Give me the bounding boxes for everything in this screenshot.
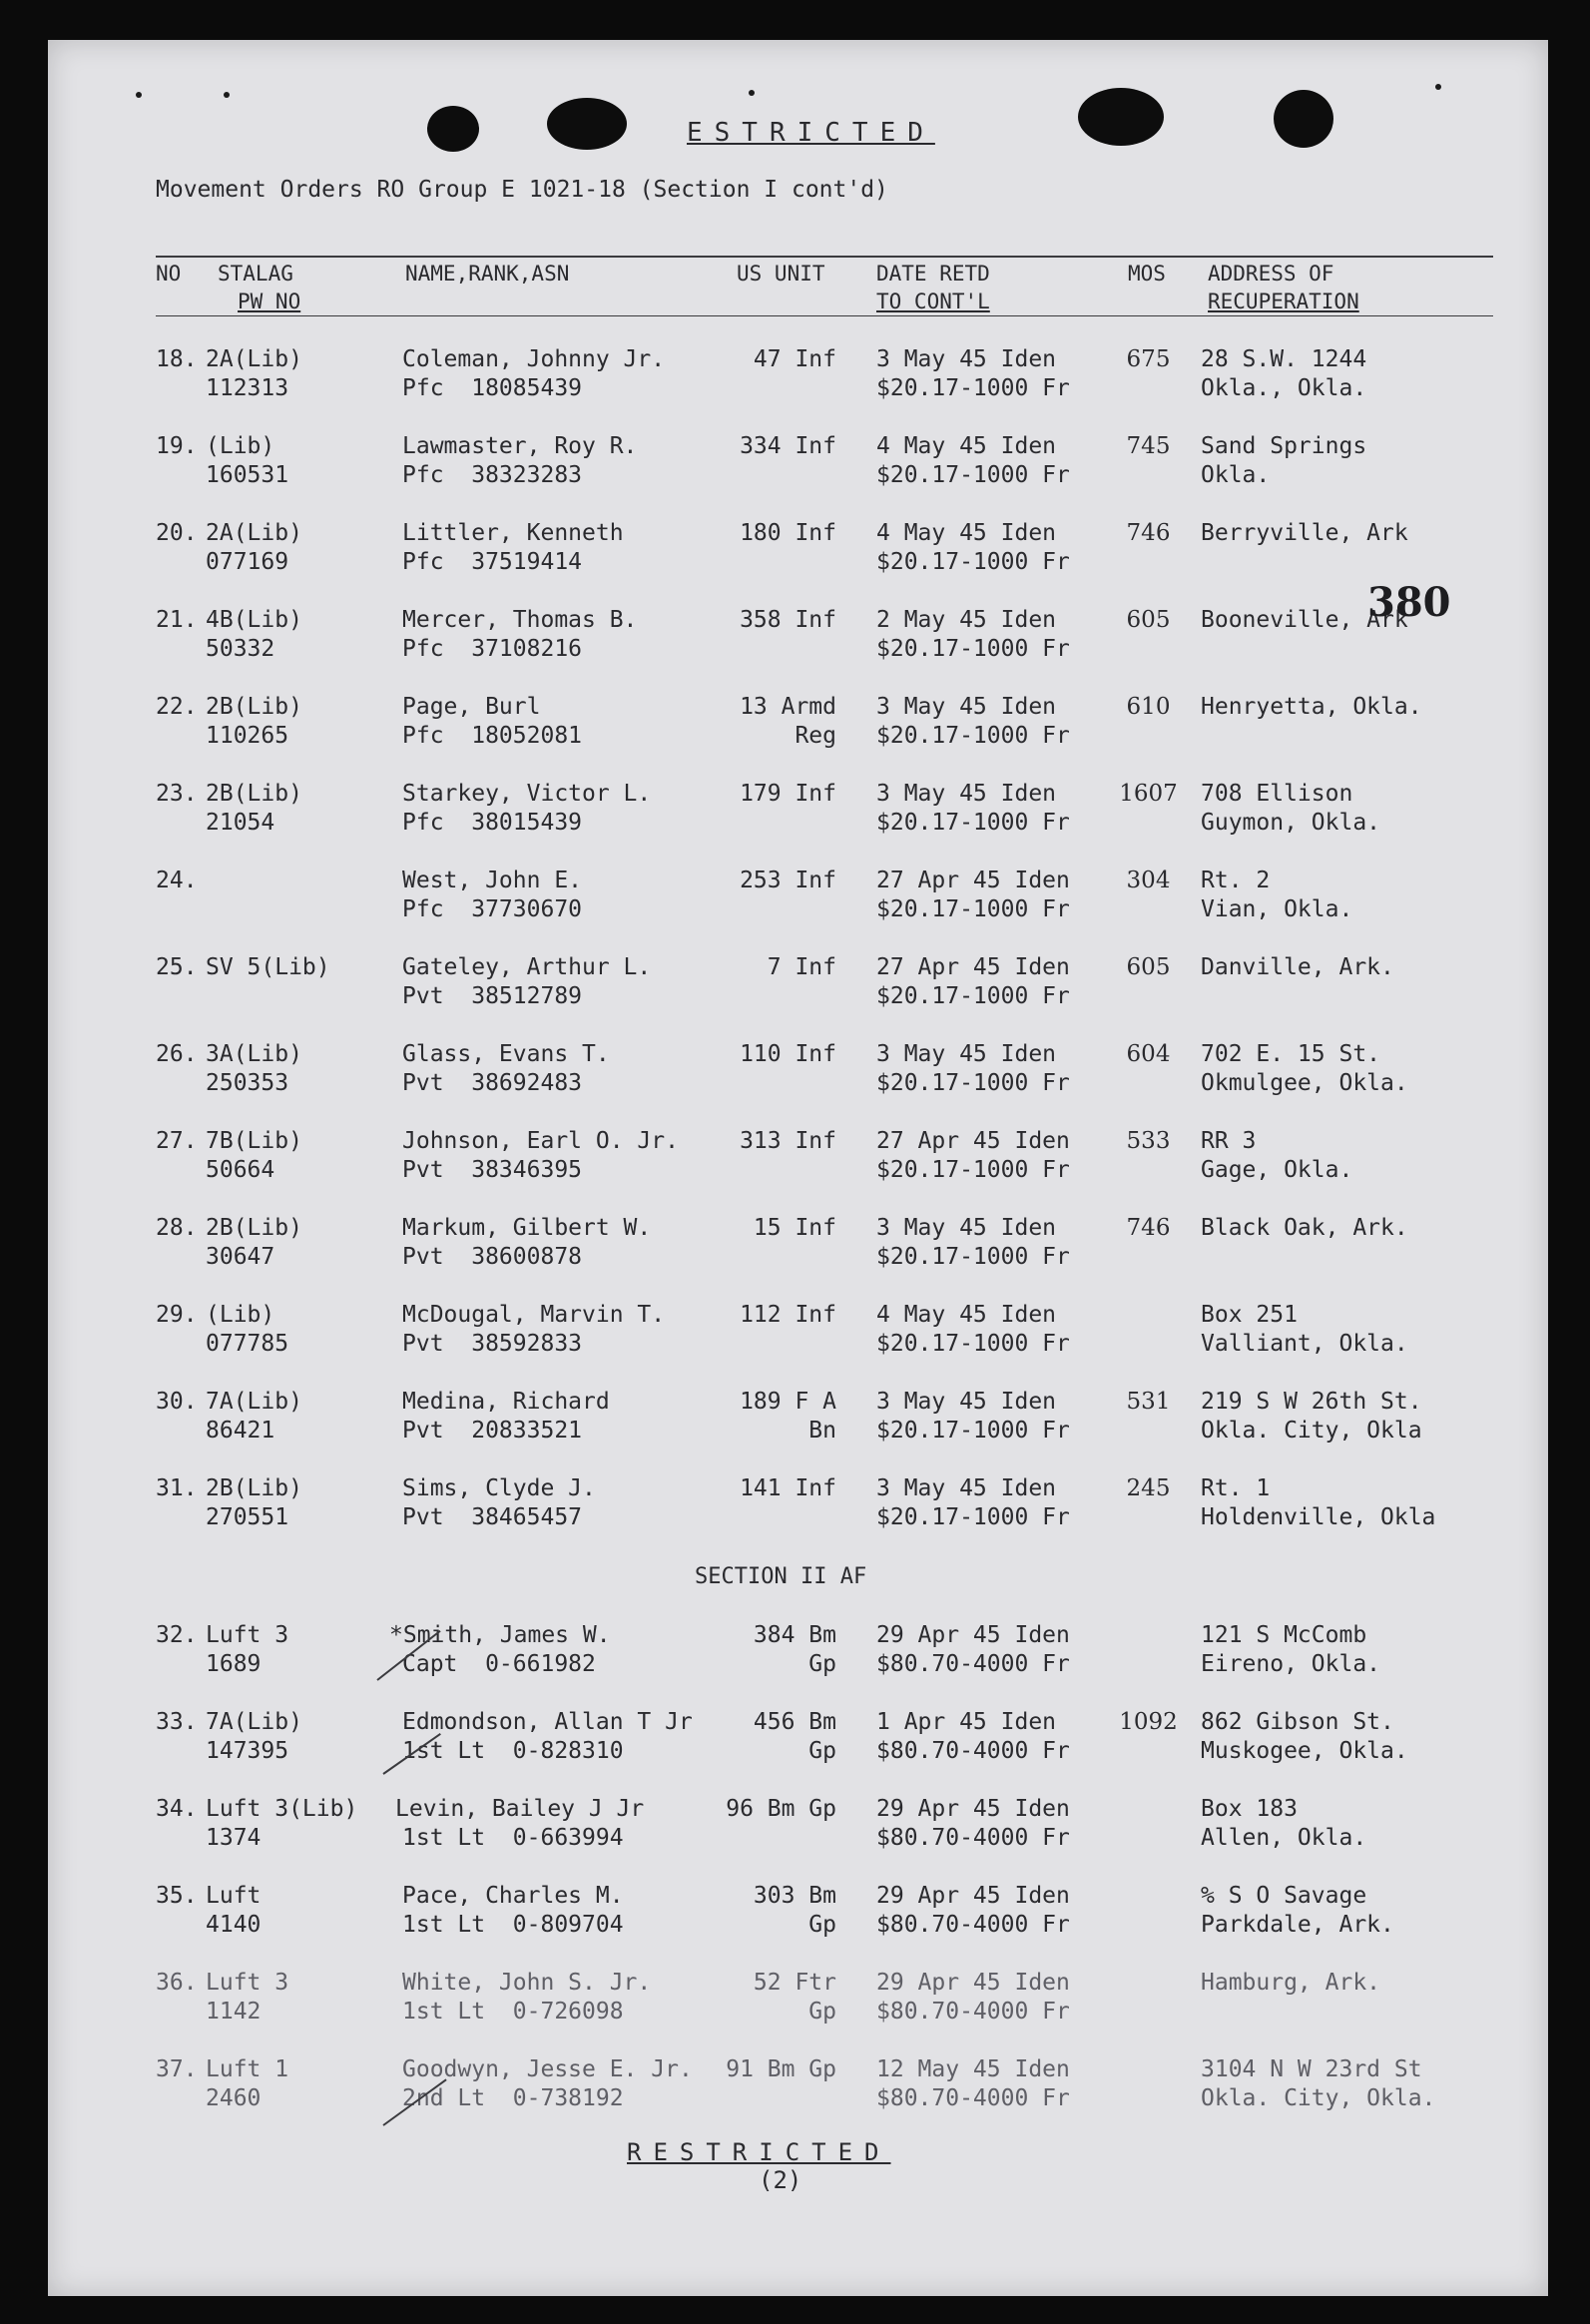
row-pay: $20.17-1000 Fr — [876, 549, 1070, 575]
speck — [749, 90, 755, 96]
row-stalag: 7A(Lib) — [206, 1709, 302, 1735]
row-pw-no: 4140 — [206, 1912, 262, 1938]
speck — [136, 92, 142, 98]
table-row — [48, 2055, 1548, 2115]
row-pay: $20.17-1000 Fr — [876, 1418, 1070, 1444]
row-rank-asn: Pvt 20833521 — [402, 1418, 583, 1444]
row-date: 3 May 45 Iden — [876, 1041, 1057, 1067]
row-mos: 604 — [1126, 1041, 1171, 1067]
section-ii-heading: SECTION II AF — [695, 1564, 867, 1589]
row-address-2: Valliant, Okla. — [1201, 1331, 1408, 1357]
row-address: Henryetta, Okla. — [1201, 694, 1422, 720]
row-name: Coleman, Johnny Jr. — [402, 346, 666, 372]
row-pw-no: 21054 — [206, 810, 275, 836]
row-stalag: 2B(Lib) — [206, 1215, 302, 1241]
row-name: Medina, Richard — [402, 1389, 610, 1415]
row-unit: 91 Bm Gp — [726, 2056, 836, 2082]
row-unit: 47 Inf — [753, 346, 836, 372]
row-name: McDougal, Marvin T. — [402, 1302, 666, 1328]
row-date: 4 May 45 Iden — [876, 520, 1057, 546]
row-pay: $20.17-1000 Fr — [876, 1331, 1070, 1357]
table-row — [48, 432, 1548, 492]
row-no: 24. — [156, 868, 198, 893]
row-stalag: Luft — [206, 1883, 262, 1909]
row-unit: 253 Inf — [740, 868, 836, 893]
row-rank-asn: Pfc 18085439 — [402, 375, 583, 401]
row-unit: 15 Inf — [753, 1215, 836, 1241]
row-no: 36. — [156, 1970, 198, 1996]
row-rank-asn: Pvt 38512789 — [402, 983, 583, 1009]
row-date: 29 Apr 45 Iden — [876, 1970, 1070, 1996]
table-row — [48, 1795, 1548, 1855]
col-address-header: ADDRESS OF — [1208, 262, 1334, 286]
row-rank-asn: Pfc 37519414 — [402, 549, 583, 575]
row-date: 27 Apr 45 Iden — [876, 954, 1070, 980]
row-pw-no: 50664 — [206, 1157, 275, 1183]
row-address: RR 3 — [1201, 1128, 1257, 1154]
row-stalag: (Lib) — [206, 433, 275, 459]
row-name: Glass, Evans T. — [402, 1041, 610, 1067]
row-stalag: Luft 3 — [206, 1622, 289, 1648]
row-address-2: Parkdale, Ark. — [1201, 1912, 1394, 1938]
col-date-header: DATE RETD — [876, 262, 990, 286]
row-unit: 96 Bm Gp — [726, 1796, 836, 1822]
row-address: Booneville, Ark — [1201, 607, 1408, 633]
table-row — [48, 606, 1548, 666]
row-rank-asn: Pvt 38346395 — [402, 1157, 583, 1183]
row-address: Rt. 2 — [1201, 868, 1271, 893]
row-no: 21. — [156, 607, 198, 633]
row-date: 3 May 45 Iden — [876, 346, 1057, 372]
row-mos: 1092 — [1119, 1709, 1178, 1735]
row-date: 3 May 45 Iden — [876, 1215, 1057, 1241]
row-address: 219 S W 26th St. — [1201, 1389, 1422, 1415]
table-row — [48, 953, 1548, 1013]
row-unit-2: Gp — [808, 1912, 836, 1938]
row-address: Sand Springs — [1201, 433, 1367, 459]
row-date: 27 Apr 45 Iden — [876, 868, 1070, 893]
page-number: (2) — [759, 2166, 802, 2194]
row-unit: 7 Inf — [767, 954, 836, 980]
table-row — [48, 693, 1548, 753]
row-date: 29 Apr 45 Iden — [876, 1796, 1070, 1822]
row-address-2: Allen, Okla. — [1201, 1825, 1367, 1851]
col-mos-header: MOS — [1128, 262, 1166, 286]
row-mos: 1607 — [1119, 781, 1178, 807]
row-address: Berryville, Ark — [1201, 520, 1408, 546]
row-unit: 303 Bm — [753, 1883, 836, 1909]
row-pw-no: 30647 — [206, 1244, 275, 1270]
row-no: 33. — [156, 1709, 198, 1735]
row-stalag: 2B(Lib) — [206, 1475, 302, 1501]
row-mos: 245 — [1126, 1475, 1171, 1501]
row-no: 18. — [156, 346, 198, 372]
row-address: Box 251 — [1201, 1302, 1298, 1328]
col-stalag-header: STALAG — [218, 262, 293, 286]
row-name: Starkey, Victor L. — [402, 781, 652, 807]
row-address: 28 S.W. 1244 — [1201, 346, 1367, 372]
row-pay: $20.17-1000 Fr — [876, 723, 1070, 749]
row-stalag: SV 5(Lib) — [206, 954, 330, 980]
table-row — [48, 1474, 1548, 1534]
row-address-2: Eireno, Okla. — [1201, 1651, 1381, 1677]
row-pay: $20.17-1000 Fr — [876, 810, 1070, 836]
row-name: White, John S. Jr. — [402, 1970, 652, 1996]
row-date: 29 Apr 45 Iden — [876, 1883, 1070, 1909]
row-date: 27 Apr 45 Iden — [876, 1128, 1070, 1154]
row-unit-2: Gp — [808, 1999, 836, 2025]
row-stalag: Luft 1 — [206, 2056, 289, 2082]
row-name: Pace, Charles M. — [402, 1883, 624, 1909]
row-mos: 745 — [1126, 433, 1171, 459]
row-name: Mercer, Thomas B. — [402, 607, 638, 633]
row-unit: 52 Ftr — [753, 1970, 836, 1996]
row-name: Edmondson, Allan T Jr — [402, 1709, 693, 1735]
row-pw-no: 2460 — [206, 2085, 262, 2111]
row-pay: $20.17-1000 Fr — [876, 896, 1070, 922]
row-unit: 189 F A — [740, 1389, 836, 1415]
row-no: 30. — [156, 1389, 198, 1415]
row-name: Johnson, Earl O. Jr. — [402, 1128, 679, 1154]
row-date: 3 May 45 Iden — [876, 1475, 1057, 1501]
row-pw-no: 1374 — [206, 1825, 262, 1851]
row-pay: $20.17-1000 Fr — [876, 462, 1070, 488]
punch-hole-left — [427, 106, 479, 152]
row-address: 121 S McComb — [1201, 1622, 1367, 1648]
row-unit: 179 Inf — [740, 781, 836, 807]
row-pay: $80.70-4000 Fr — [876, 2085, 1070, 2111]
row-address-2: Muskogee, Okla. — [1201, 1738, 1408, 1764]
row-rank-asn: 1st Lt 0-663994 — [402, 1825, 624, 1851]
row-name: Littler, Kenneth — [402, 520, 624, 546]
row-mos: 746 — [1126, 1215, 1171, 1241]
row-mos: 605 — [1126, 954, 1171, 980]
row-rank-asn: Pvt 38600878 — [402, 1244, 583, 1270]
row-name: *Smith, James W. — [389, 1622, 611, 1648]
row-date: 3 May 45 Iden — [876, 781, 1057, 807]
col-date-header-2: TO CONT'L — [876, 290, 990, 313]
row-address-2: Okla. City, Okla — [1201, 1418, 1422, 1444]
row-unit: 112 Inf — [740, 1302, 836, 1328]
row-stalag: 2B(Lib) — [206, 781, 302, 807]
row-address-2: Gage, Okla. — [1201, 1157, 1353, 1183]
row-unit-2: Gp — [808, 1651, 836, 1677]
row-unit: 313 Inf — [740, 1128, 836, 1154]
row-no: 32. — [156, 1622, 198, 1648]
row-unit: 110 Inf — [740, 1041, 836, 1067]
row-mos: 675 — [1126, 346, 1171, 372]
row-pw-no: 077785 — [206, 1331, 289, 1357]
row-address: 702 E. 15 St. — [1201, 1041, 1381, 1067]
col-unit-header: US UNIT — [737, 262, 825, 286]
row-unit: 13 Armd — [740, 694, 836, 720]
row-rank-asn: Pfc 38323283 — [402, 462, 583, 488]
row-rank-asn: Capt 0-661982 — [402, 1651, 596, 1677]
table-row — [48, 1388, 1548, 1448]
row-mos: 746 — [1126, 520, 1171, 546]
row-pay: $80.70-4000 Fr — [876, 1825, 1070, 1851]
row-pay: $80.70-4000 Fr — [876, 1999, 1070, 2025]
row-pw-no: 110265 — [206, 723, 289, 749]
row-unit: 334 Inf — [740, 433, 836, 459]
row-stalag: 7B(Lib) — [206, 1128, 302, 1154]
row-rank-asn: 1st Lt 0-809704 — [402, 1912, 624, 1938]
row-pay: $20.17-1000 Fr — [876, 1070, 1070, 1096]
row-pw-no: 160531 — [206, 462, 289, 488]
row-address: 708 Ellison — [1201, 781, 1353, 807]
restricted-header: ESTRICTED — [687, 118, 935, 148]
row-pw-no: 077169 — [206, 549, 289, 575]
row-stalag: (Lib) — [206, 1302, 275, 1328]
row-date: 4 May 45 Iden — [876, 1302, 1057, 1328]
row-no: 27. — [156, 1128, 198, 1154]
col-name-header: NAME,RANK,ASN — [405, 262, 570, 286]
row-stalag: 2B(Lib) — [206, 694, 302, 720]
row-unit: 456 Bm — [753, 1709, 836, 1735]
row-mos: 531 — [1126, 1389, 1171, 1415]
row-date: 1 Apr 45 Iden — [876, 1709, 1057, 1735]
punch-hole-center — [547, 98, 627, 150]
row-pay: $20.17-1000 Fr — [876, 636, 1070, 662]
row-no: 26. — [156, 1041, 198, 1067]
row-mos: 304 — [1126, 868, 1171, 893]
row-address-2: Okmulgee, Okla. — [1201, 1070, 1408, 1096]
row-address: Hamburg, Ark. — [1201, 1970, 1381, 1996]
row-pay: $80.70-4000 Fr — [876, 1651, 1070, 1677]
row-no: 35. — [156, 1883, 198, 1909]
row-pw-no: 86421 — [206, 1418, 275, 1444]
row-rank-asn: Pfc 38015439 — [402, 810, 583, 836]
row-no: 19. — [156, 433, 198, 459]
row-date: 12 May 45 Iden — [876, 2056, 1070, 2082]
row-name: Markum, Gilbert W. — [402, 1215, 652, 1241]
row-date: 4 May 45 Iden — [876, 433, 1057, 459]
document-page — [48, 40, 1548, 2296]
punch-hole-far-right — [1274, 90, 1333, 148]
row-address-2: Okla. City, Okla. — [1201, 2085, 1436, 2111]
row-no: 25. — [156, 954, 198, 980]
table-row — [48, 1214, 1548, 1274]
row-pay: $80.70-4000 Fr — [876, 1738, 1070, 1764]
row-pay: $20.17-1000 Fr — [876, 375, 1070, 401]
row-name: Levin, Bailey J Jr — [395, 1796, 645, 1822]
row-pw-no: 112313 — [206, 375, 289, 401]
row-address: Danville, Ark. — [1201, 954, 1394, 980]
row-pw-no: 1142 — [206, 1999, 262, 2025]
restricted-footer: RESTRICTED — [627, 2138, 891, 2166]
table-row — [48, 1127, 1548, 1187]
row-no: 31. — [156, 1475, 198, 1501]
row-name: West, John E. — [402, 868, 583, 893]
col-no-header: NO — [156, 262, 182, 286]
speck — [224, 92, 230, 98]
table-row — [48, 519, 1548, 579]
row-name: Sims, Clyde J. — [402, 1475, 596, 1501]
table-row — [48, 345, 1548, 405]
row-address: 862 Gibson St. — [1201, 1709, 1394, 1735]
row-pay: $80.70-4000 Fr — [876, 1912, 1070, 1938]
row-stalag: 7A(Lib) — [206, 1389, 302, 1415]
row-mos: 605 — [1126, 607, 1171, 633]
row-date: 2 May 45 Iden — [876, 607, 1057, 633]
table-row — [48, 1708, 1548, 1768]
row-address-2: Holdenville, Okla — [1201, 1504, 1436, 1530]
row-stalag: 4B(Lib) — [206, 607, 302, 633]
row-address: Box 183 — [1201, 1796, 1298, 1822]
table-row — [48, 1621, 1548, 1681]
row-stalag: 2A(Lib) — [206, 346, 302, 372]
col-pwno-header: PW NO — [238, 290, 301, 313]
row-rank-asn: Pvt 38465457 — [402, 1504, 583, 1530]
row-rank-asn: Pvt 38592833 — [402, 1331, 583, 1357]
row-pw-no: 147395 — [206, 1738, 289, 1764]
row-pay: $20.17-1000 Fr — [876, 1244, 1070, 1270]
row-date: 3 May 45 Iden — [876, 694, 1057, 720]
row-pay: $20.17-1000 Fr — [876, 1504, 1070, 1530]
row-date: 3 May 45 Iden — [876, 1389, 1057, 1415]
row-pw-no: 50332 — [206, 636, 275, 662]
row-unit: 180 Inf — [740, 520, 836, 546]
document-subtitle: Movement Orders RO Group E 1021-18 (Section I cont'd) — [156, 177, 888, 203]
row-rank-asn: 1st Lt 0-726098 — [402, 1999, 624, 2025]
row-no: 29. — [156, 1302, 198, 1328]
row-rank-asn: Pfc 37730670 — [402, 896, 583, 922]
table-row — [48, 867, 1548, 926]
row-stalag: 2A(Lib) — [206, 520, 302, 546]
row-rank-asn: 1st Lt 0-828310 — [402, 1738, 624, 1764]
punch-hole-right — [1078, 88, 1164, 146]
row-mos: 610 — [1126, 694, 1171, 720]
row-stalag: 3A(Lib) — [206, 1041, 302, 1067]
row-stalag: Luft 3(Lib) — [206, 1796, 358, 1822]
row-name: Page, Burl — [402, 694, 541, 720]
row-pw-no: 270551 — [206, 1504, 289, 1530]
col-address-header-2: RECUPERATION — [1208, 290, 1359, 313]
row-address: Rt. 1 — [1201, 1475, 1271, 1501]
table-row — [48, 1301, 1548, 1361]
row-no: 22. — [156, 694, 198, 720]
row-address: 3104 N W 23rd St — [1201, 2056, 1422, 2082]
row-address-2: Vian, Okla. — [1201, 896, 1353, 922]
row-name: Goodwyn, Jesse E. Jr. — [402, 2056, 693, 2082]
row-pw-no: 250353 — [206, 1070, 289, 1096]
row-no: 20. — [156, 520, 198, 546]
row-address-2: Guymon, Okla. — [1201, 810, 1381, 836]
row-no: 34. — [156, 1796, 198, 1822]
header-rule-top — [156, 256, 1493, 258]
row-rank-asn: 2nd Lt 0-738192 — [402, 2085, 624, 2111]
row-name: Lawmaster, Roy R. — [402, 433, 638, 459]
table-row — [48, 1882, 1548, 1942]
row-pw-no: 1689 — [206, 1651, 262, 1677]
row-rank-asn: Pvt 38692483 — [402, 1070, 583, 1096]
row-unit: 358 Inf — [740, 607, 836, 633]
table-row — [48, 780, 1548, 840]
row-pay: $20.17-1000 Fr — [876, 1157, 1070, 1183]
row-address: Black Oak, Ark. — [1201, 1215, 1408, 1241]
row-unit-2: Reg — [795, 723, 836, 749]
row-address-2: Okla., Okla. — [1201, 375, 1367, 401]
row-name: Gateley, Arthur L. — [402, 954, 652, 980]
row-pay: $20.17-1000 Fr — [876, 983, 1070, 1009]
row-no: 23. — [156, 781, 198, 807]
header-rule-bottom — [156, 315, 1493, 316]
row-no: 28. — [156, 1215, 198, 1241]
row-unit: 384 Bm — [753, 1622, 836, 1648]
row-stalag: Luft 3 — [206, 1970, 289, 1996]
row-address: % S O Savage — [1201, 1883, 1367, 1909]
table-row — [48, 1040, 1548, 1100]
row-unit: 141 Inf — [740, 1475, 836, 1501]
row-address-2: Okla. — [1201, 462, 1271, 488]
row-unit-2: Bn — [808, 1418, 836, 1444]
row-rank-asn: Pfc 18052081 — [402, 723, 583, 749]
row-unit-2: Gp — [808, 1738, 836, 1764]
row-rank-asn: Pfc 37108216 — [402, 636, 583, 662]
speck — [1435, 84, 1441, 90]
row-no: 37. — [156, 2056, 198, 2082]
page-stamp-number: 380 — [1367, 579, 1451, 626]
row-date: 29 Apr 45 Iden — [876, 1622, 1070, 1648]
row-mos: 533 — [1126, 1128, 1171, 1154]
table-row — [48, 1969, 1548, 2029]
